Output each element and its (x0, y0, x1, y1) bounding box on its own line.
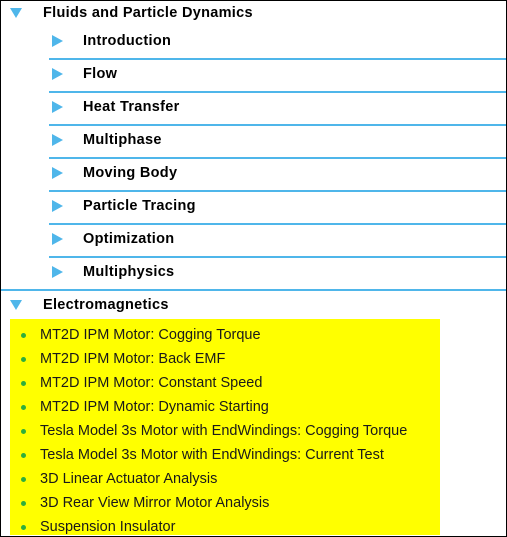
bullet-dot-icon (21, 357, 26, 362)
tree-item-heat-transfer[interactable] (49, 92, 506, 126)
section-title[interactable]: Electromagnetics (43, 297, 169, 313)
tree-item-optimization[interactable] (49, 224, 506, 258)
tree-item-particle-tracing[interactable] (49, 191, 506, 225)
example-link[interactable]: 3D Linear Actuator Analysis (40, 471, 218, 487)
section-title[interactable]: Fluids and Particle Dynamics (43, 5, 253, 21)
tree-item-introduction[interactable] (49, 26, 506, 60)
bullet-dot-icon (21, 429, 26, 434)
tree-item-label[interactable]: Multiphysics (83, 264, 175, 280)
tree-item-flow[interactable] (49, 59, 506, 93)
example-link[interactable]: MT2D IPM Motor: Dynamic Starting (40, 399, 269, 415)
tree-item-multiphysics[interactable] (49, 257, 506, 289)
bullet-dot-icon (21, 453, 26, 458)
collapsed-triangle-icon[interactable] (52, 200, 63, 212)
tree-item-moving-body[interactable] (49, 158, 506, 192)
example-link[interactable]: MT2D IPM Motor: Constant Speed (40, 375, 263, 391)
bullet-dot-icon (21, 333, 26, 338)
tree-item-label[interactable]: Optimization (83, 231, 175, 247)
tree-item-multiphase[interactable] (49, 125, 506, 159)
expand-triangle-icon[interactable] (10, 300, 22, 310)
highlighted-link-list (10, 319, 440, 535)
bullet-dot-icon (21, 405, 26, 410)
tree-item-label[interactable]: Moving Body (83, 165, 178, 181)
tree-item-label[interactable]: Multiphase (83, 132, 162, 148)
bullet-dot-icon (21, 477, 26, 482)
tree-item-label[interactable]: Flow (83, 66, 118, 82)
collapsed-triangle-icon[interactable] (52, 101, 63, 113)
tree-item-label[interactable]: Particle Tracing (83, 198, 196, 214)
collapsed-triangle-icon[interactable] (52, 233, 63, 245)
example-link[interactable]: Suspension Insulator (40, 519, 176, 535)
bullet-dot-icon (21, 525, 26, 530)
tree-item-label[interactable]: Heat Transfer (83, 99, 180, 115)
example-link[interactable]: 3D Rear View Mirror Motor Analysis (40, 495, 270, 511)
tree-item-label[interactable]: Introduction (83, 33, 172, 49)
section-divider (1, 289, 506, 291)
collapsed-triangle-icon[interactable] (52, 35, 63, 47)
bullet-dot-icon (21, 501, 26, 506)
example-link[interactable]: MT2D IPM Motor: Cogging Torque (40, 327, 261, 343)
bullet-dot-icon (21, 381, 26, 386)
example-link[interactable]: Tesla Model 3s Motor with EndWindings: Current Test (40, 447, 384, 463)
collapsed-triangle-icon[interactable] (52, 266, 63, 278)
example-link[interactable]: Tesla Model 3s Motor with EndWindings: Cogging Torque (40, 423, 408, 439)
collapsed-triangle-icon[interactable] (52, 167, 63, 179)
collapsed-triangle-icon[interactable] (52, 68, 63, 80)
collapsed-triangle-icon[interactable] (52, 134, 63, 146)
expand-triangle-icon[interactable] (10, 8, 22, 18)
example-link[interactable]: MT2D IPM Motor: Back EMF (40, 351, 226, 367)
